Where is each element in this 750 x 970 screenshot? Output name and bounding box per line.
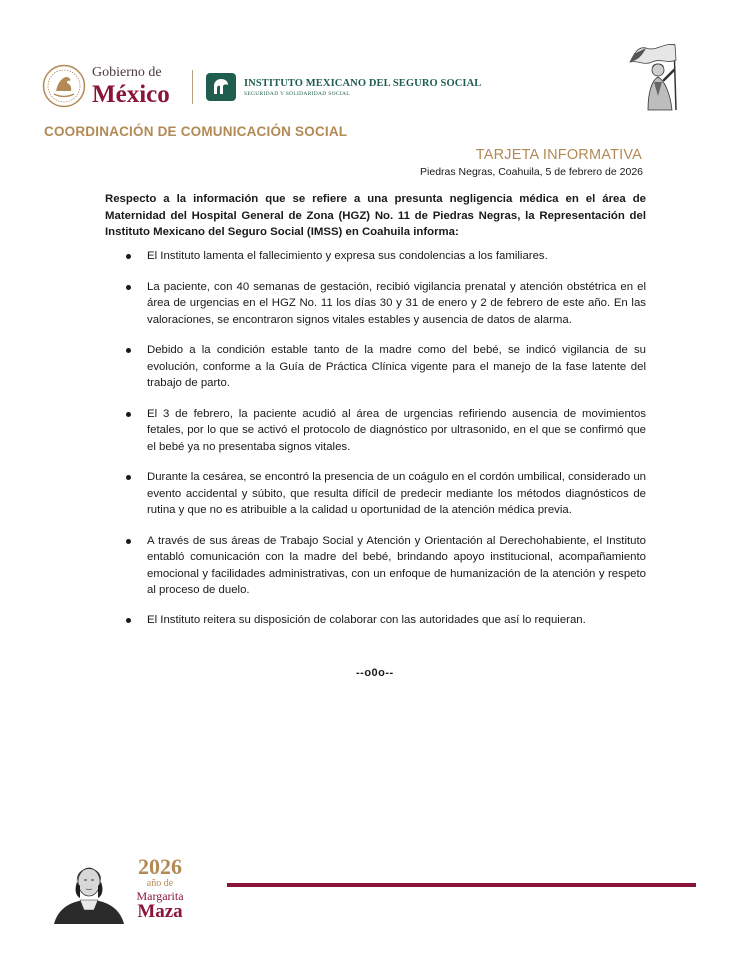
list-item: A través de sus áreas de Trabajo Social y Atención y Orientación al Derechohabiente, el Instituto entabló comunicación con la madre del bebé, brindando apoyo institucional, acompañamiento emocional y facilidades administrativas, con un enfoque de humanización de la atención y respeto al proceso de duelo. — [105, 533, 646, 599]
margarita-maza-wordmark — [129, 856, 191, 921]
first-name-label: Margarita — [136, 889, 184, 903]
gobierno-line2: México — [92, 81, 170, 108]
woman-with-flag-illustration — [624, 40, 700, 112]
imss-name: INSTITUTO MEXICANO DEL SEGURO SOCIAL — [244, 78, 482, 89]
coat-of-arms-icon — [42, 64, 86, 108]
document-type: TARJETA INFORMATIVA — [475, 147, 642, 163]
header-divider — [192, 70, 193, 104]
imss-wordmark — [244, 79, 481, 97]
bullet-list — [105, 248, 646, 628]
imss-slogan: SEGURIDAD Y SOLIDARIDAD SOCIAL — [244, 90, 350, 97]
imss-logo-icon — [205, 72, 237, 102]
list-item: El Instituto reitera su disposición de colaborar con las autoridades que así lo requieran. — [105, 612, 646, 629]
coordination-title: COORDINACIÓN DE COMUNICACIÓN SOCIAL — [44, 124, 348, 139]
margarita-maza-portrait — [50, 852, 128, 924]
ano-de-label: año de — [146, 878, 174, 889]
closing-mark: --o0o-- — [356, 667, 394, 679]
intro-paragraph: Respecto a la información que se refiere a una presunta negligencia médica en el área de Maternidad del Hospital General de Zona (HGZ) No. 11 de Piedras Negras, la Representación del Instituto Mexicano del Seguro Social (IMSS) en Coahuila informa: — [105, 193, 646, 238]
list-item: Debido a la condición estable tanto de la madre como del bebé, se indicó vigilancia de su evolución, conforme a la Guía de Práctica Clínica vigente para el manejo de la fase latente del trabajo de parto. — [105, 342, 646, 392]
place-date: Piedras Negras, Coahuila, 5 de febrero de 2026 — [420, 166, 643, 178]
list-item: Durante la cesárea, se encontró la presencia de un coágulo en el cordón umbilical, considerado un evento accidental y súbito, que resulta difícil de predecir mediante los métodos diagnósticos de rutina y que no es atribuible a la calidad u oportunidad de la atención médica previa. — [105, 469, 646, 519]
list-item: La paciente, con 40 semanas de gestación, recibió vigilancia prenatal y atención obstétrica en el área de urgencias en el HGZ No. 11 los días 30 y 31 de enero y 2 de febrero de este año. En las valoraciones, se encontraron signos vitales estables y ausencia de datos de alarma. — [105, 279, 646, 329]
gobierno-de-mexico-wordmark — [92, 66, 170, 107]
year-label: 2026 — [138, 854, 182, 879]
gobierno-line1: Gobierno de — [92, 65, 162, 80]
list-item: El Instituto lamenta el fallecimiento y expresa sus condolencias a los familiares. — [105, 248, 646, 265]
footer-rule — [227, 883, 696, 887]
last-name-label: Maza — [137, 901, 183, 922]
list-item: El 3 de febrero, la paciente acudió al área de urgencias refiriendo ausencia de movimientos fetales, por lo que se activó el protocolo de diagnóstico por ultrasonido, en el que se confirmó que el bebé ya no presentaba signos vitales. — [105, 406, 646, 456]
